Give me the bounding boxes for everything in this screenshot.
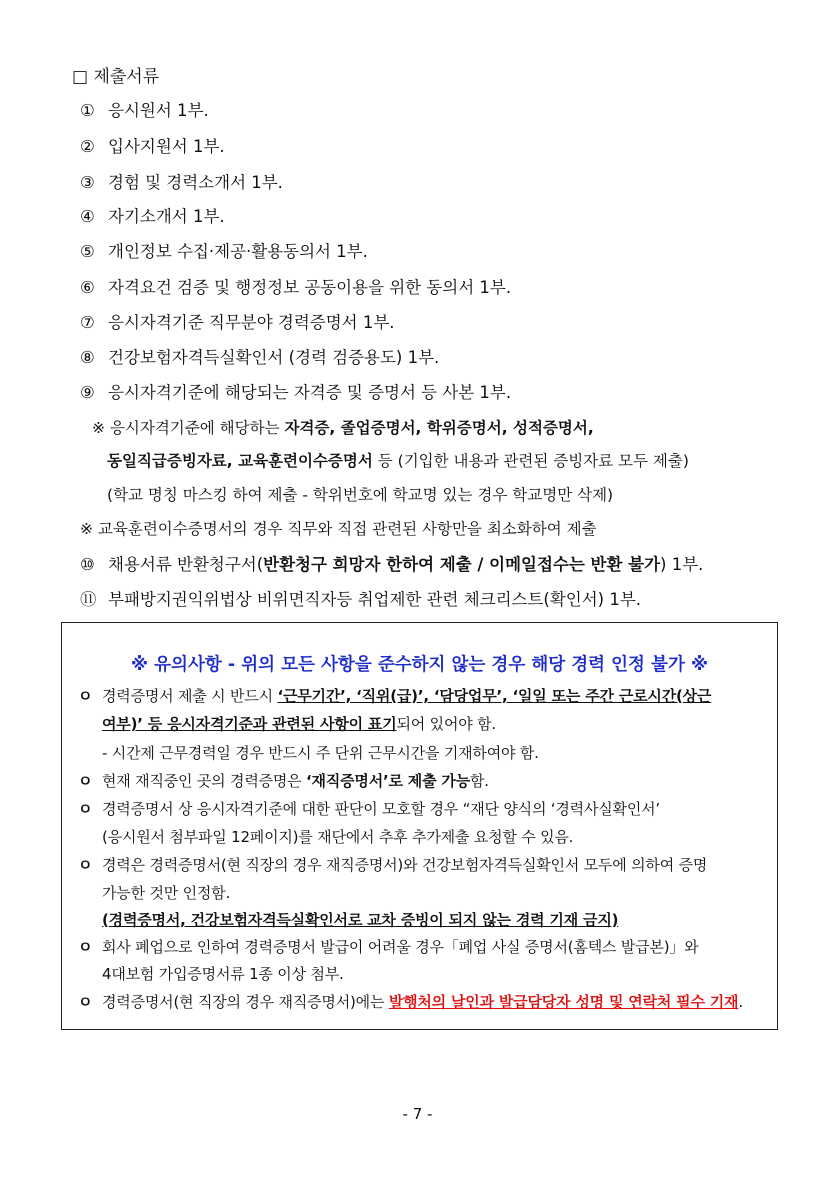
note-line: (학교 명칭 마스킹 하여 제출 - 학위번호에 학교명 있는 경우 학교명만 삭제) xyxy=(107,486,614,504)
notice-line: 4대보험 가입증명서류 1종 이상 첨부. xyxy=(102,965,344,983)
notice-bullet: ㅇ 경력은 경력증명서(현 직장의 경우 재직증명서)와 건강보험자격득실확인서 모두에 의하여 증명 xyxy=(78,856,708,874)
note-line: 동일직급증빙자료, 교육훈련이수증명서 등 (기입한 내용과 관련된 증빙자료 모두 제출) xyxy=(107,452,689,470)
list-item: ② 입사지원서 1부. xyxy=(80,137,225,156)
list-item: ⑦ 응시자격기준 직무분야 경력증명서 1부. xyxy=(80,313,395,332)
note-line: ※ 교육훈련이수증명서의 경우 직무와 직접 관련된 사항만을 최소화하여 제출 xyxy=(80,520,597,538)
notice-line: 가능한 것만 인정함. xyxy=(102,884,231,902)
notice-bullet: ㅇ 경력증명서 상 응시자격기준에 대한 판단이 모호할 경우 “재단 양식의 ‘경력사실확인서’ xyxy=(78,800,660,818)
notice-bullet: ㅇ 회사 폐업으로 인하여 경력증명서 발급이 어려울 경우「폐업 사실 증명서(홈텍스 발급본)」와 xyxy=(78,938,699,956)
list-item: ⑩ 채용서류 반환청구서(반환청구 희망자 한하여 제출 / 이메일접수는 반환 불가) 1부. xyxy=(80,555,704,574)
notice-bullet: ㅇ 경력증명서(현 직장의 경우 재직증명서)에는 발행처의 날인과 발급담당자 성명 및 연락처 필수 기재. xyxy=(78,993,743,1011)
notice-line: - 시간제 근무경력일 경우 반드시 주 단위 근무시간을 기재하여야 함. xyxy=(102,744,539,762)
notice-line: (경력증명서, 건강보험자격득실확인서로 교차 증빙이 되지 않는 경력 기재 금지) xyxy=(102,911,619,929)
note-line: ※ 응시자격기준에 해당하는 자격증, 졸업증명서, 학위증명서, 성적증명서, xyxy=(92,419,594,437)
notice-title: ※ 유의사항 - 위의 모든 사항을 준수하지 않는 경우 해당 경력 인정 불가 ※ xyxy=(131,655,708,675)
list-item: ⑥ 자격요건 검증 및 행정정보 공동이용을 위한 동의서 1부. xyxy=(80,278,512,297)
list-item: ④ 자기소개서 1부. xyxy=(80,207,225,226)
section-header: □ 제출서류 xyxy=(72,67,160,87)
notice-box xyxy=(61,622,778,1030)
page-number: - 7 - xyxy=(402,1105,433,1123)
notice-line: (응시원서 첨부파일 12페이지)를 재단에서 추후 추가제출 요청할 수 있음. xyxy=(102,828,574,846)
list-item: ⑧ 건강보험자격득실확인서 (경력 검증용도) 1부. xyxy=(80,348,440,367)
notice-bullet: ㅇ 현재 재직중인 곳의 경력증명은 ‘재직증명서’로 제출 가능함. xyxy=(78,772,489,790)
list-item: ③ 경험 및 경력소개서 1부. xyxy=(80,173,283,192)
notice-line: 여부)’ 등 응시자격기준과 관련된 사항이 표기되어 있어야 함. xyxy=(102,715,496,733)
notice-bullet: ㅇ 경력증명서 제출 시 반드시 ‘근무기간’, ‘직위(급)’, ‘담당업무’, ‘일일 또는 주간 근로시간(상근 xyxy=(78,687,712,705)
list-item: ① 응시원서 1부. xyxy=(80,101,209,120)
list-item: ⑪ 부패방지권익위법상 비위면직자등 취업제한 관련 체크리스트(확인서) 1부. xyxy=(80,590,642,609)
list-item: ⑤ 개인정보 수집·제공·활용동의서 1부. xyxy=(80,242,368,261)
list-item: ⑨ 응시자격기준에 해당되는 자격증 및 증명서 등 사본 1부. xyxy=(80,383,512,402)
